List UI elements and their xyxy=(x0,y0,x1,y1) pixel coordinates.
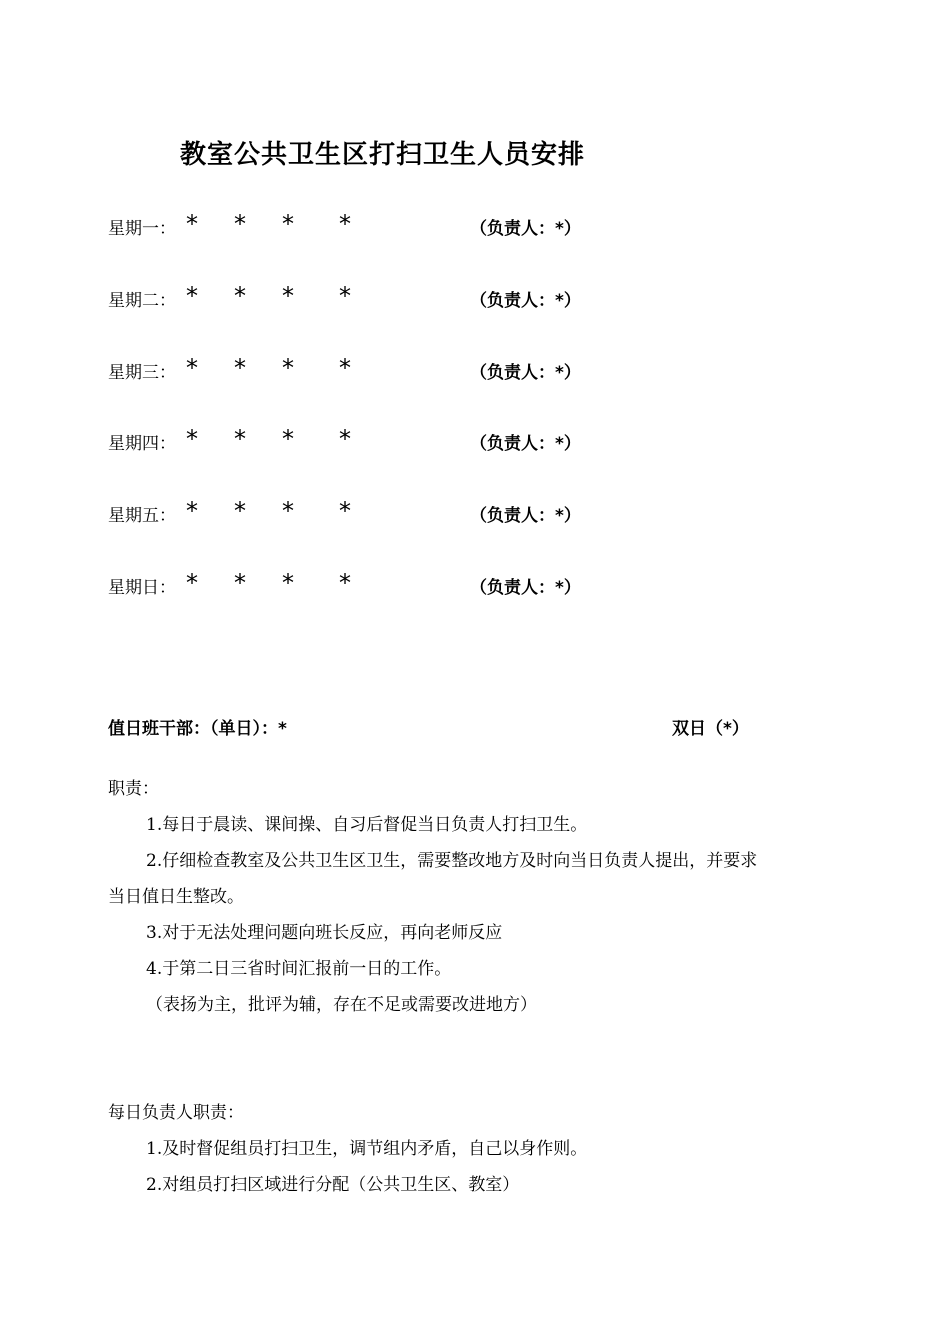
leader-duty-item-2: 2.对组员打扫区域进行分配（公共卫生区、教室） xyxy=(146,1175,520,1195)
day-label: 星期二： xyxy=(108,291,176,311)
member-4: * xyxy=(339,282,351,310)
member-3: * xyxy=(282,497,294,525)
member-4: * xyxy=(339,497,351,525)
schedule-row-tue xyxy=(108,284,808,310)
duty-note: （表扬为主，批评为辅，存在不足或需要改进地方） xyxy=(146,995,537,1015)
member-2: * xyxy=(234,282,246,310)
member-4: * xyxy=(339,210,351,238)
duty-item-3: 3.对于无法处理问题向班长反应，再向老师反应 xyxy=(146,923,503,943)
leader-label: （负责人：*） xyxy=(470,219,581,239)
duty-officer-line xyxy=(108,714,868,740)
member-1: * xyxy=(186,282,198,310)
member-1: * xyxy=(186,210,198,238)
schedule-row-thu xyxy=(108,427,808,453)
duty-officer-odd: 值日班干部：（单日）：* xyxy=(108,719,287,739)
page-title: 教室公共卫生区打扫卫生人员安排 xyxy=(180,140,586,170)
member-3: * xyxy=(282,282,294,310)
duty-officer-even: 双日（*） xyxy=(672,719,749,739)
member-1: * xyxy=(186,425,198,453)
member-2: * xyxy=(234,425,246,453)
day-label: 星期一： xyxy=(108,219,176,239)
schedule-row-fri xyxy=(108,499,808,525)
duty-item-2-cont: 当日值日生整改。 xyxy=(108,887,244,907)
day-label: 星期日： xyxy=(108,578,176,598)
day-label: 星期三： xyxy=(108,363,176,383)
member-2: * xyxy=(234,569,246,597)
leader-label: （负责人：*） xyxy=(470,363,581,383)
member-2: * xyxy=(234,354,246,382)
member-2: * xyxy=(234,497,246,525)
member-4: * xyxy=(339,425,351,453)
schedule-row-mon xyxy=(108,212,808,238)
member-1: * xyxy=(186,497,198,525)
member-3: * xyxy=(282,569,294,597)
schedule-row-wed xyxy=(108,356,808,382)
member-4: * xyxy=(339,354,351,382)
leader-label: （负责人：*） xyxy=(470,578,581,598)
member-1: * xyxy=(186,354,198,382)
duties-heading: 职责： xyxy=(108,779,159,799)
member-3: * xyxy=(282,210,294,238)
leader-label: （负责人：*） xyxy=(470,291,581,311)
duty-item-2: 2.仔细检查教室及公共卫生区卫生，需要整改地方及时向当日负责人提出，并要求 xyxy=(146,851,758,871)
member-4: * xyxy=(339,569,351,597)
duty-item-1: 1.每日于晨读、课间操、自习后督促当日负责人打扫卫生。 xyxy=(146,815,588,835)
member-2: * xyxy=(234,210,246,238)
schedule-row-sun xyxy=(108,571,808,597)
leader-label: （负责人：*） xyxy=(470,434,581,454)
leader-duty-item-1: 1.及时督促组员打扫卫生，调节组内矛盾，自己以身作则。 xyxy=(146,1139,588,1159)
day-label: 星期四： xyxy=(108,434,176,454)
day-label: 星期五： xyxy=(108,506,176,526)
duty-item-4: 4.于第二日三省时间汇报前一日的工作。 xyxy=(146,959,452,979)
member-1: * xyxy=(186,569,198,597)
leader-duties-heading: 每日负责人职责： xyxy=(108,1103,244,1123)
leader-label: （负责人：*） xyxy=(470,506,581,526)
member-3: * xyxy=(282,425,294,453)
member-3: * xyxy=(282,354,294,382)
